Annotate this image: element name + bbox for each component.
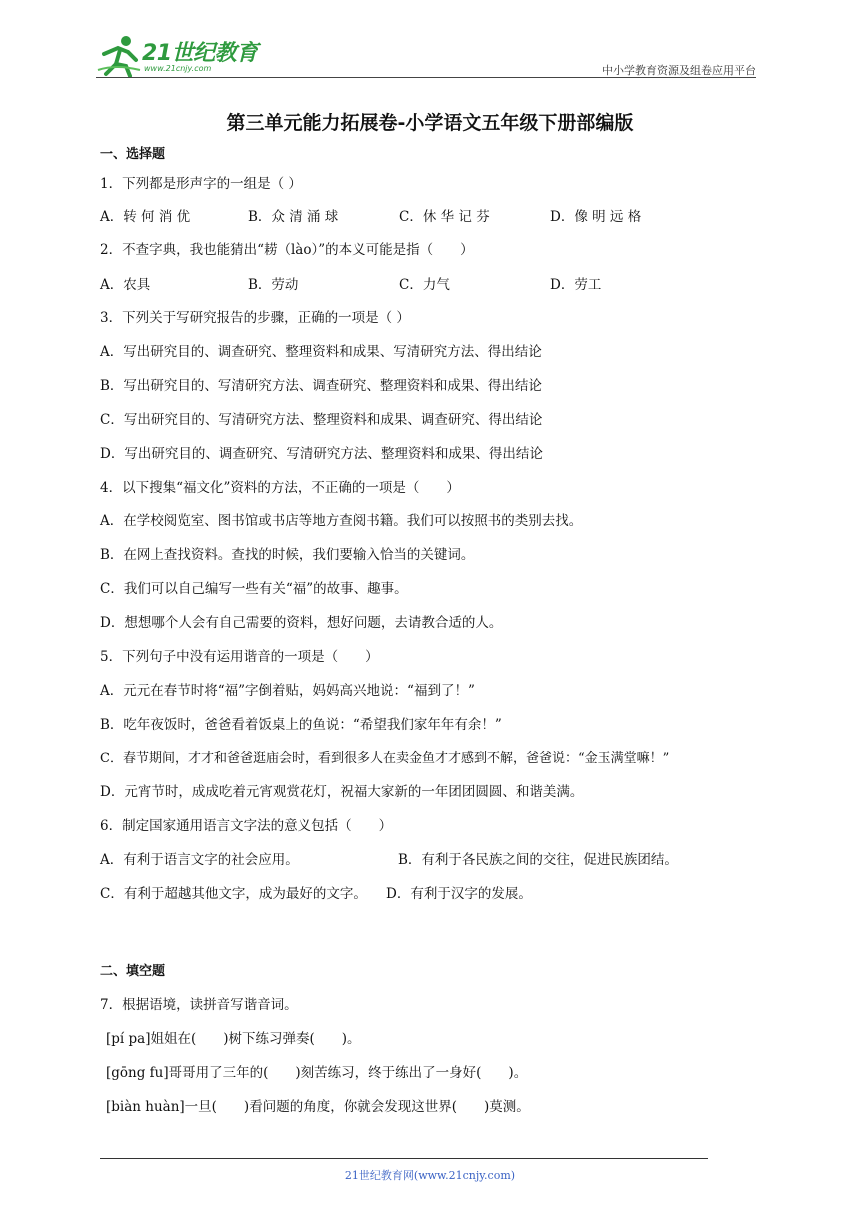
section-heading-fill: 二、填空题 [100, 964, 166, 979]
question-5-option-a: A．元元在春节时将“福”字倒着贴，妈妈高兴地说：“福到了！” [100, 683, 475, 699]
question-6-option-c: C．有利于超越其他文字，成为最好的文字。 [100, 886, 367, 902]
question-6-option-d: D．有利于汉字的发展。 [386, 886, 532, 902]
question-3-stem: 3．下列关于写研究报告的步骤，正确的一项是（ ） [100, 310, 410, 326]
question-1-option-d: D．像 明 远 格 [550, 209, 642, 225]
section-heading-choice: 一、选择题 [100, 147, 166, 162]
question-7-stem: 7．根据语境，读拼音写谐音词。 [100, 997, 298, 1013]
question-4-option-a: A．在学校阅览室、图书馆或书店等地方查阅书籍。我们可以按照书的类别去找。 [100, 513, 583, 529]
question-5-option-d: D．元宵节时，成成吃着元宵观赏花灯，祝福大家新的一年团团圆圆、和谐美满。 [100, 784, 584, 800]
question-4-stem: 4．以下搜集“福文化”资料的方法，不正确的一项是（ ） [100, 480, 460, 496]
question-6-option-a: A．有利于语言文字的社会应用。 [100, 852, 299, 868]
question-7-line-2: [gōng fu]哥哥用了三年的( )刻苦练习，终于练出了一身好( )。 [106, 1065, 528, 1081]
question-4-option-c: C．我们可以自己编写一些有关“福”的故事、趣事。 [100, 581, 408, 597]
question-5-option-c: C．春节期间，才才和爸爸逛庙会时，看到很多人在卖金鱼才才感到不解，爸爸说：“金玉满堂嘛！” [100, 751, 670, 766]
page-header [96, 30, 756, 78]
footer-link[interactable]: 21世纪教育网(www.21cnjy.com) [344, 1169, 516, 1182]
question-3-option-c: C．写出研究目的、写清研究方法、整理资料和成果、调查研究、得出结论 [100, 412, 543, 428]
question-2-option-a: A．农具 [100, 277, 151, 293]
question-6-option-b: B．有利于各民族之间的交往，促进民族团结。 [398, 852, 678, 868]
question-2-option-d: D．劳工 [550, 277, 602, 293]
question-1-option-b: B．众 清 涌 球 [248, 209, 339, 225]
question-1-option-a: A．转 何 消 优 [100, 209, 191, 225]
footer-divider [100, 1158, 708, 1159]
question-3-option-d: D．写出研究目的、调查研究、写清研究方法、整理资料和成果、得出结论 [100, 446, 543, 462]
platform-name: 中小学教育资源及组卷应用平台 [602, 64, 756, 77]
header-divider [96, 77, 756, 78]
question-2-stem: 2．不查字典，我也能猜出“耢（lào）”的本义可能是指（ ） [100, 242, 474, 258]
question-3-option-b: B．写出研究目的、写清研究方法、调查研究、整理资料和成果、得出结论 [100, 378, 542, 394]
site-logo [96, 34, 266, 78]
page-title: 第三单元能力拓展卷-小学语文五年级下册部编版 [226, 112, 634, 134]
question-2-option-c: C．力气 [399, 277, 450, 293]
question-2-option-b: B．劳动 [248, 277, 299, 293]
logo-text: 21世纪教育 [142, 41, 258, 66]
question-5-stem: 5．下列句子中没有运用谐音的一项是（ ） [100, 649, 379, 665]
question-3-option-a: A．写出研究目的、调查研究、整理资料和成果、写清研究方法、得出结论 [100, 344, 542, 360]
question-1-stem: 1．下列都是形声字的一组是（ ） [100, 176, 302, 192]
question-7-line-1: [pí pa]姐姐在( )树下练习弹奏( )。 [106, 1031, 361, 1047]
question-6-stem: 6．制定国家通用语言文字法的意义包括（ ） [100, 818, 393, 834]
question-4-option-b: B．在网上查找资料。查找的时候，我们要输入恰当的关键词。 [100, 547, 475, 563]
question-7-line-3: [biàn huàn]一旦( )看问题的角度，你就会发现这世界( )莫测。 [106, 1099, 530, 1115]
question-4-option-d: D．想想哪个人会有自己需要的资料，想好问题，去请教合适的人。 [100, 615, 503, 631]
logo-url: www.21cnjy.com [144, 64, 212, 73]
question-1-option-c: C．休 华 记 芬 [399, 209, 490, 225]
question-5-option-b: B．吃年夜饭时，爸爸看着饭桌上的鱼说：“希望我们家年年有余！” [100, 717, 502, 733]
runner-logo-icon [96, 34, 144, 78]
